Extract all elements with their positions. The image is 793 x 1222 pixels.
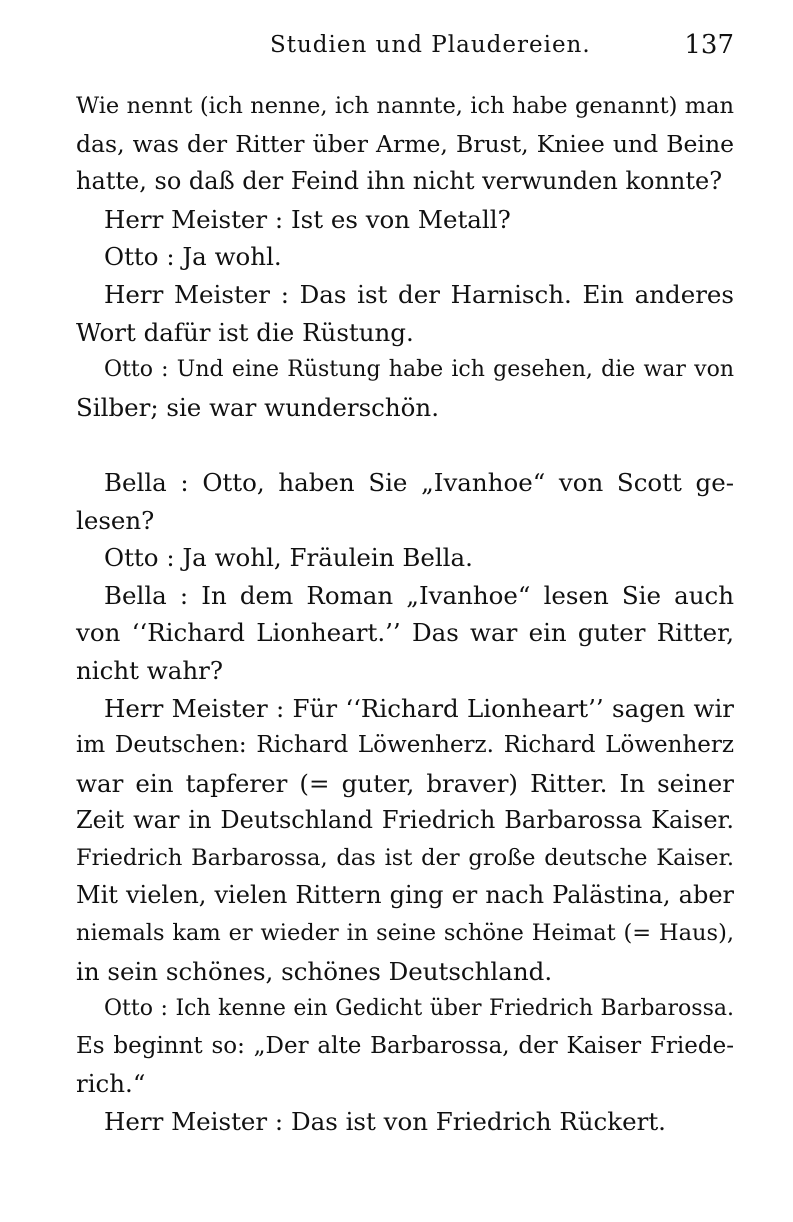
- text-line: rich.“: [76, 1069, 146, 1099]
- text-line: Otto : Ich kenne ein Gedicht über Friedrich Barbarossa.: [104, 996, 734, 1022]
- text-line: Bella : Otto, haben Sie „Ivanhoe“ von Scott ge-: [104, 467, 734, 497]
- running-title: Studien und Plaudereien.: [270, 32, 591, 58]
- text-line: Herr Meister : Das ist der Harnisch. Ein anderes: [104, 279, 734, 309]
- paragraph-gap: [76, 426, 734, 464]
- text-line: in sein schönes, schönes Deutschland.: [76, 956, 553, 986]
- text-line: war ein tapferer (= guter, braver) Ritter. In seiner: [76, 768, 734, 798]
- text-line: Silber; sie war wunderschön.: [76, 392, 439, 422]
- text-line: Otto : Ja wohl, Fräulein Bella.: [104, 543, 473, 573]
- text-line: im Deutschen: Richard Löwenherz. Richard Löwenherz: [76, 732, 734, 759]
- text-line: Bella : In dem Roman „Ivanhoe“ lesen Sie auch: [104, 580, 734, 610]
- text-line: Herr Meister : Das ist von Friedrich Rückert.: [104, 1107, 666, 1137]
- text-line: Otto : Und eine Rüstung habe ich gesehen, die war von: [104, 357, 734, 383]
- text-line: Zeit war in Deutschland Friedrich Barbarossa Kaiser.: [76, 806, 734, 835]
- page-number: 137: [684, 30, 734, 60]
- text-line: Wie nennt (ich nenne, ich nannte, ich habe genannt) man: [76, 93, 734, 119]
- text-line: Friedrich Barbarossa, das ist der große deutsche Kaiser.: [76, 844, 734, 871]
- text-line: von ‘‘Richard Lionheart.’’ Das war ein guter Ritter,: [76, 618, 734, 648]
- text-line: Herr Meister : Für ‘‘Richard Lionheart’’ sagen wir: [104, 693, 734, 723]
- running-head: [270, 28, 734, 62]
- text-line: Herr Meister : Ist es von Metall?: [104, 204, 511, 234]
- text-line: niemals kam er wieder in seine schöne Heimat (= Haus),: [76, 920, 734, 947]
- text-line: nicht wahr?: [76, 655, 223, 685]
- text-line: Es beginnt so: „Der alte Barbarossa, der Kaiser Friede-: [76, 1032, 734, 1059]
- body-text: [76, 88, 734, 1141]
- text-line: Mit vielen, vielen Rittern ging er nach Palästina, aber: [76, 881, 734, 910]
- text-line: lesen?: [76, 505, 155, 535]
- text-line: Wort dafür ist die Rüstung.: [76, 317, 414, 347]
- text-line: hatte, so daß der Feind ihn nicht verwunden konnte?: [76, 167, 723, 196]
- text-line: Otto : Ja wohl.: [104, 242, 282, 272]
- text-line: das, was der Ritter über Arme, Brust, Kniee und Beine: [76, 129, 734, 158]
